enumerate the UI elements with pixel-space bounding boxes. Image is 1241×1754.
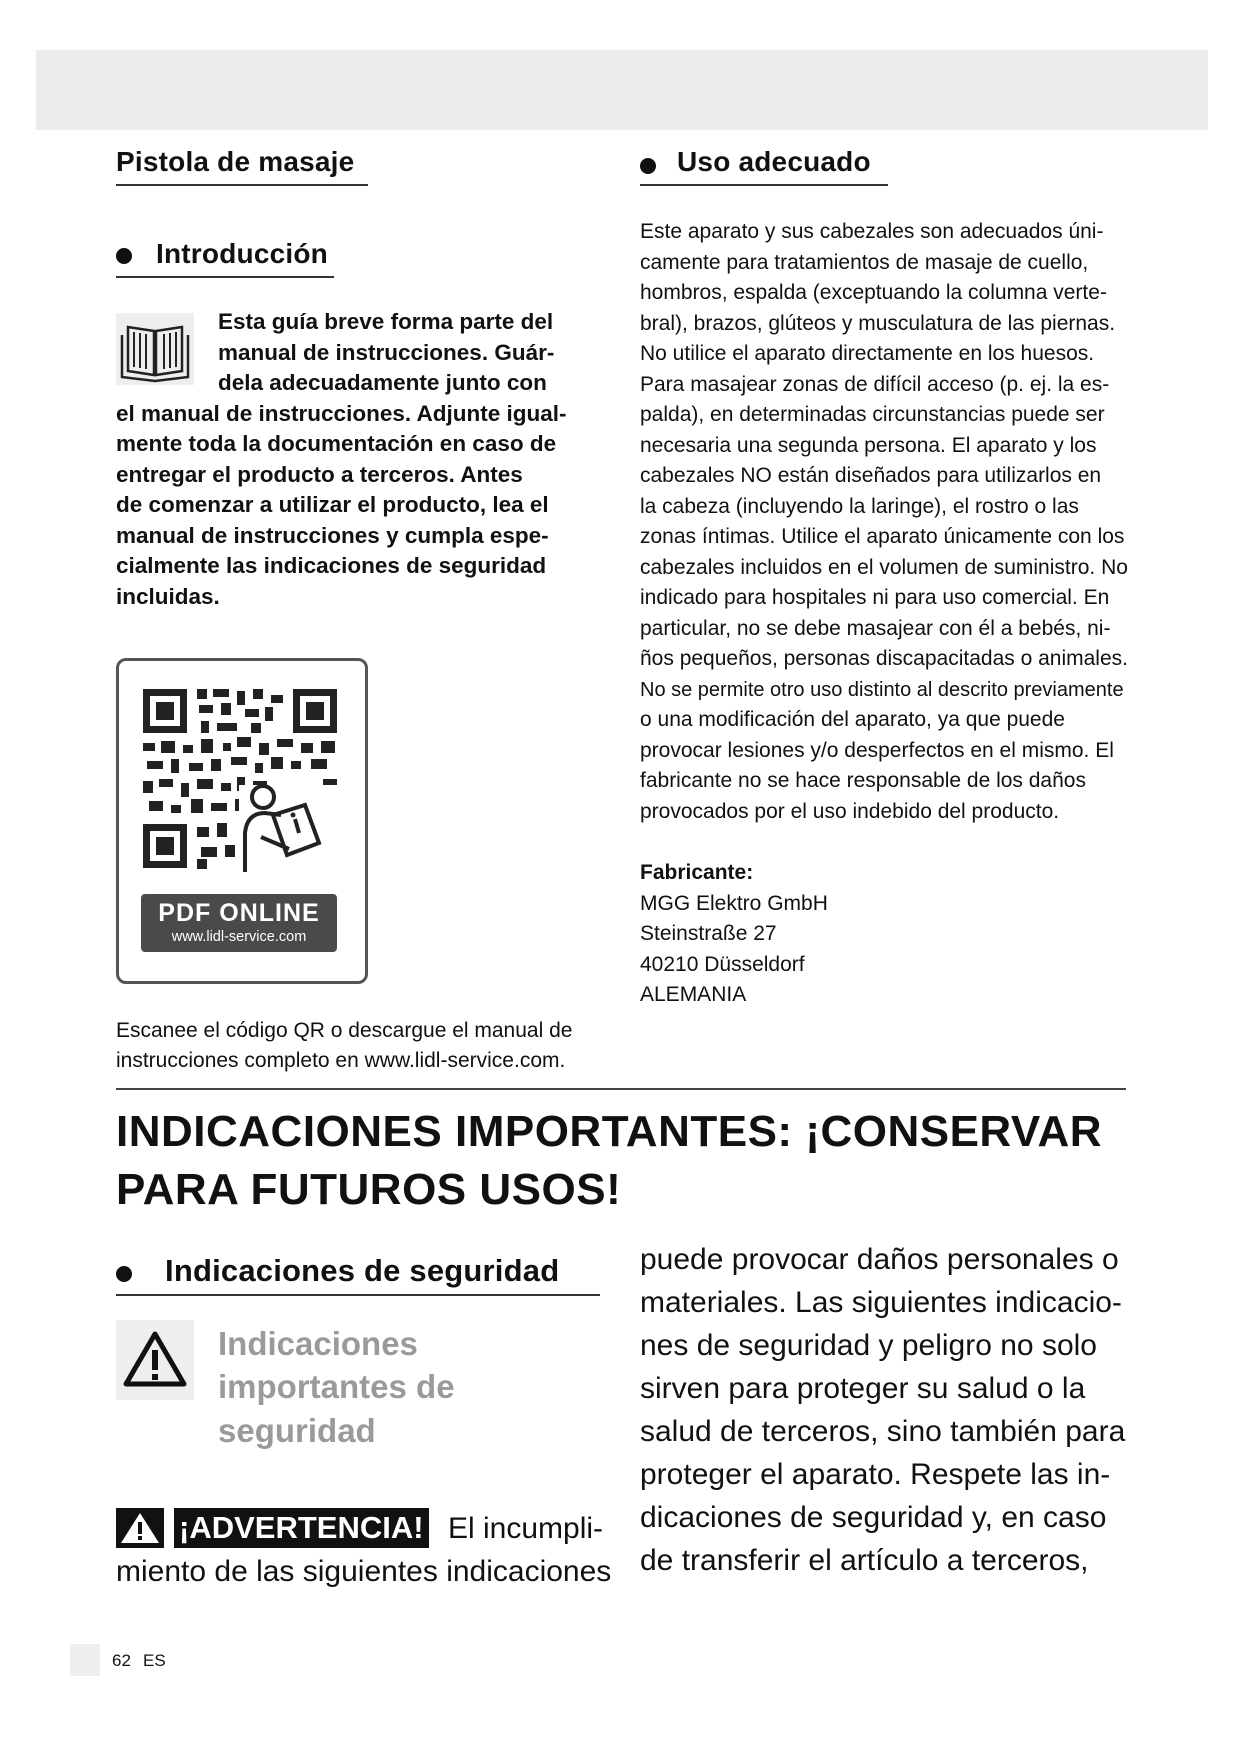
bullet-icon [640, 158, 656, 174]
uso-line: ños pequeños, personas discapacitadas o animales. [640, 647, 1128, 670]
safety-subheading-line: Indicaciones [218, 1325, 418, 1362]
uso-line: necesaria una segunda persona. El aparato y los [640, 434, 1097, 457]
uso-line: particular, no se debe masajear con él a bebés, ni- [640, 617, 1111, 640]
uso-adecuado-underline [640, 184, 888, 186]
intro-line: entregar el producto a terceros. Antes [116, 462, 523, 487]
safety-right-line: materiales. Las siguientes indicacio- [640, 1286, 1122, 1319]
safety-subheading-line: importantes de [218, 1368, 455, 1405]
page-language: ES [143, 1651, 166, 1670]
uso-line: indicado para hospitales ni para uso comercial. En [640, 586, 1110, 609]
uso-line: No utilice el aparato directamente en los huesos. [640, 342, 1095, 365]
pdf-online-url: www.lidl-service.com [171, 929, 307, 945]
main-heading-line: PARA FUTUROS USOS! [116, 1165, 622, 1214]
intro-line: dela adecuadamente junto con [218, 370, 547, 395]
main-heading-line: INDICACIONES IMPORTANTES: ¡CONSERVAR [116, 1107, 1103, 1156]
uso-adecuado-heading: Uso adecuado [677, 146, 871, 177]
safety-heading-underline [116, 1294, 600, 1296]
uso-line: provocar lesiones y/o desperfectos en el mismo. El [640, 739, 1114, 762]
intro-line: el manual de instrucciones. Adjunte igual- [116, 401, 567, 426]
intro-line: manual de instrucciones y cumpla espe- [116, 523, 549, 548]
qr-code-icon [141, 687, 341, 872]
header-band [36, 50, 1208, 130]
uso-line: palda), en determinadas circunstancias puede ser [640, 403, 1105, 426]
uso-line: camente para tratamientos de masaje de cuello, [640, 251, 1089, 274]
uso-line: cabezales incluidos en el volumen de suministro. No [640, 556, 1128, 579]
uso-line: hombros, espalda (exceptuando la columna verte- [640, 281, 1107, 304]
intro-line: mente toda la documentación en caso de [116, 431, 557, 456]
pdf-online-badge [141, 894, 337, 952]
safety-right-line: dicaciones de seguridad y, en caso [640, 1501, 1107, 1534]
page-marker [70, 1644, 100, 1676]
warning-badge: ¡ADVERTENCIA! [174, 1508, 429, 1548]
qr-caption-line: instrucciones completo en www.lidl-service.com. [116, 1049, 566, 1072]
uso-line: la cabeza (incluyendo la laringe), el rostro o las [640, 495, 1079, 518]
intro-line: Esta guía breve forma parte del [218, 309, 554, 334]
uso-line: fabricante no se hace responsable de los daños [640, 769, 1086, 792]
safety-right-line: puede provocar daños personales o [640, 1243, 1119, 1276]
manufacturer-line: Steinstraße 27 [640, 922, 777, 945]
safety-subheading-line: seguridad [218, 1412, 376, 1449]
intro-line: incluidas. [116, 584, 220, 609]
qr-caption-line: Escanee el código QR o descargue el manual de [116, 1019, 573, 1042]
bullet-icon [116, 248, 132, 264]
page-number: 62 [112, 1651, 131, 1670]
safety-right-line: proteger el aparato. Respete las in- [640, 1458, 1111, 1491]
intro-line: de comenzar a utilizar el producto, lea el [116, 492, 549, 517]
manufacturer-label: Fabricante: [640, 861, 754, 884]
product-title: Pistola de masaje [116, 146, 355, 177]
product-title-underline [116, 184, 368, 186]
uso-line: o una modificación del aparato, ya que puede [640, 708, 1065, 731]
uso-line: zonas íntimas. Utilice el aparato únicamente con los [640, 525, 1125, 548]
uso-line: No se permite otro uso distinto al descrito previamente [640, 679, 1124, 701]
warning-icon [116, 1508, 164, 1548]
uso-line: cabezales NO están diseñados para utilizarlos en [640, 464, 1102, 487]
pdf-online-title: PDF ONLINE [158, 899, 320, 927]
safety-right-line: de transferir el artículo a terceros, [640, 1544, 1089, 1577]
uso-line: Para masajear zonas de difícil acceso (p. ej. la es- [640, 373, 1110, 396]
manufacturer-line: ALEMANIA [640, 983, 747, 1006]
manufacturer-line: MGG Elektro GmbH [640, 892, 828, 915]
book-icon [116, 313, 194, 385]
intro-line: manual de instrucciones. Guár- [218, 340, 555, 365]
manufacturer-line: 40210 Düsseldorf [640, 953, 805, 976]
warning-triangle-icon [116, 1320, 194, 1400]
intro-heading: Introducción [156, 238, 328, 269]
intro-line: cialmente las indicaciones de seguridad [116, 553, 547, 578]
uso-line: provocados por el uso indebido del producto. [640, 800, 1060, 823]
qr-code-card[interactable] [116, 658, 368, 984]
safety-right-line: nes de seguridad y peligro no solo [640, 1329, 1097, 1362]
uso-line: bral), brazos, glúteos y musculatura de las piernas. [640, 312, 1116, 335]
warning-text: miento de las siguientes indicaciones [116, 1555, 612, 1588]
section-divider [116, 1088, 1126, 1090]
warning-text: El incumpli- [448, 1512, 604, 1545]
uso-line: Este aparato y sus cabezales son adecuados úni- [640, 220, 1104, 243]
bullet-icon [116, 1266, 132, 1282]
safety-heading: Indicaciones de seguridad [165, 1253, 560, 1288]
safety-right-line: salud de terceros, sino también para [640, 1415, 1126, 1448]
safety-right-line: sirven para proteger su salud o la [640, 1372, 1086, 1405]
intro-heading-underline [116, 276, 334, 278]
